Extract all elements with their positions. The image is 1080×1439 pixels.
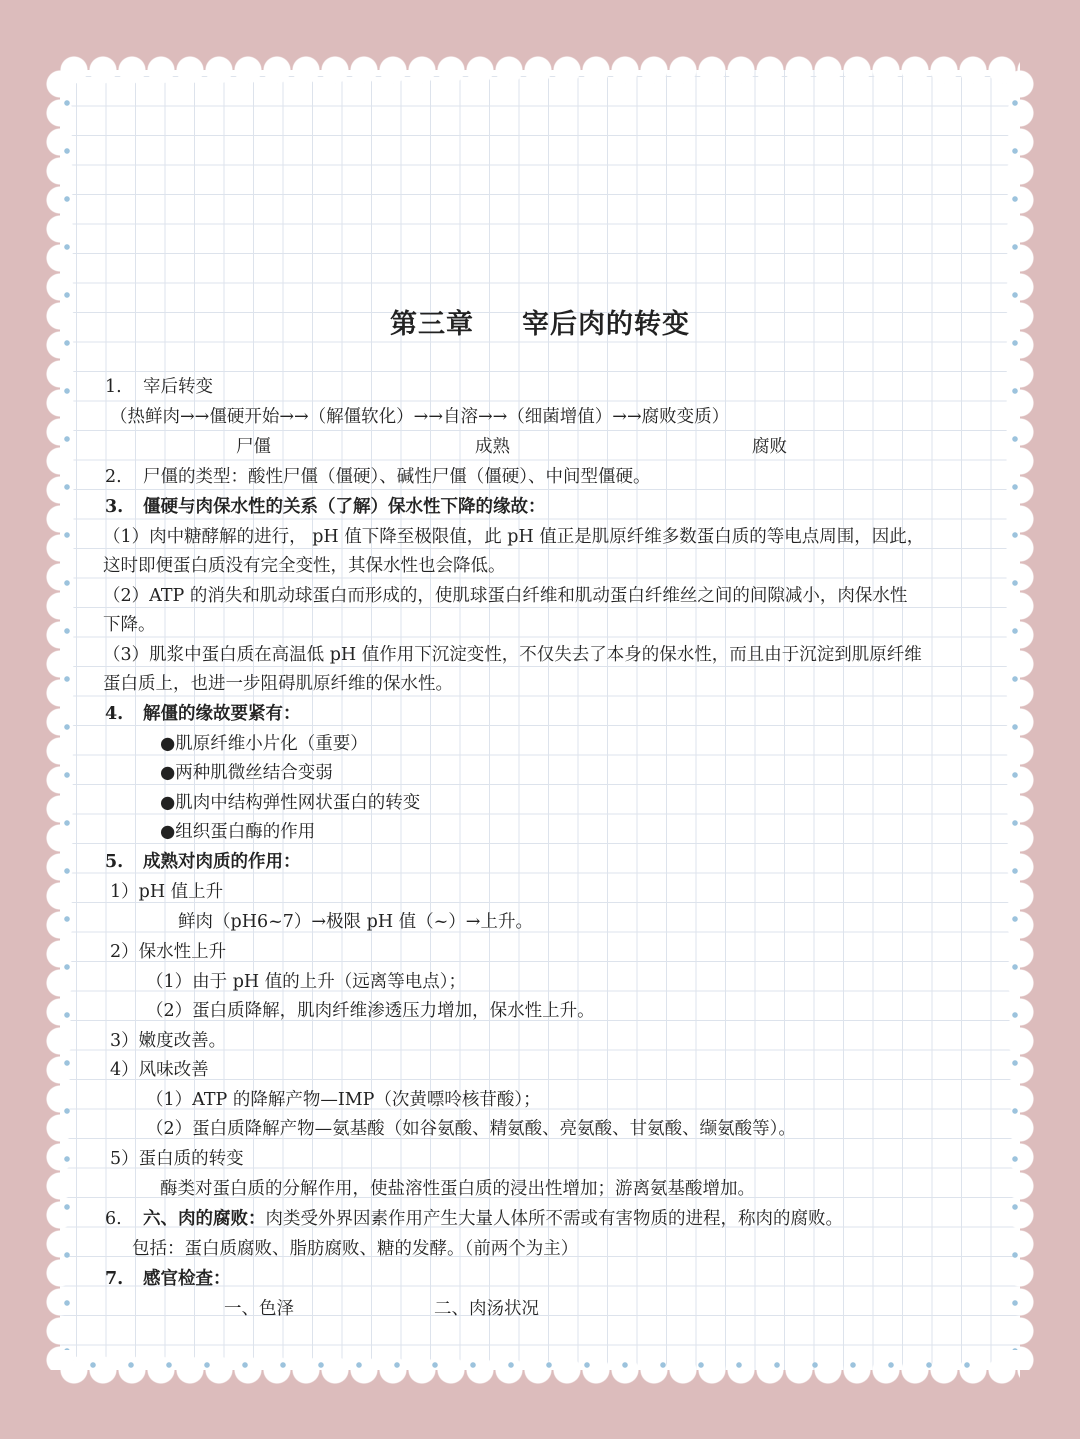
section-1-heading: 1. 宰后转变 (105, 377, 213, 397)
s5-item-5-detail: 酶类对蛋白质的分解作用，使盐溶性蛋白质的浸出性增加；游离氨基酸增加。 (160, 1179, 755, 1199)
section-3-heading: 3. 僵硬与肉保水性的关系（了解）保水性下降的缘故： (105, 497, 546, 517)
s3-paragraph-1a: （1）肉中糖酵解的进行， pH 值下降至极限值，此 pH 值正是肌原纤维多数蛋白质的等电点周围，因此， (103, 527, 925, 547)
s5-item-5: 5）蛋白质的转变 (110, 1149, 244, 1169)
s5-item-2-detail-2: （2）蛋白质降解，肌肉纤维渗透压力增加，保水性上升。 (146, 1001, 595, 1021)
label-rigor: 尸僵 (236, 437, 271, 457)
s5-item-2: 2）保水性上升 (110, 942, 227, 962)
section-2: 2. 尸僵的类型：酸性尸僵（僵硬）、碱性尸僵（僵硬）、中间型僵硬。 (105, 467, 651, 487)
s4-item-2: ●两种肌微丝结合变弱 (160, 763, 333, 783)
section-6: 6. 六、肉的腐败：肉类受外界因素作用产生大量人体所不需或有害物质的进程，称肉的腐败。 (105, 1209, 843, 1229)
s3-paragraph-2a: （2）ATP 的消失和肌动球蛋白而形成的，使肌球蛋白纤维和肌动蛋白纤维丝之间的间隙减小，肉保水性 (103, 586, 908, 606)
s5-item-3: 3）嫩度改善。 (110, 1031, 227, 1051)
s5-item-1: 1）pH 值上升 (110, 882, 224, 902)
s3-paragraph-3a: （3）肌浆中蛋白质在高温低 pH 值作用下沉淀变性，不仅失去了本身的保水性，而且由于沉淀到肌原纤维 (103, 645, 922, 665)
s5-item-2-detail-1: （1）由于 pH 值的上升（远离等电点）； (146, 972, 466, 992)
s7-item-2: 二、肉汤状况 (434, 1299, 539, 1319)
label-spoilage: 腐败 (752, 437, 787, 457)
label-aging: 成熟 (475, 437, 510, 457)
s4-item-4: ●组织蛋白酶的作用 (160, 822, 316, 842)
section-5-heading: 5. 成熟对肉质的作用： (105, 852, 301, 872)
s5-item-4: 4）风味改善 (110, 1060, 209, 1080)
s3-paragraph-2b: 下降。 (103, 615, 156, 635)
section-4-heading: 4. 解僵的缘故要紧有： (105, 704, 301, 724)
s3-paragraph-3b: 蛋白质上，也进一步阻碍肌原纤维的保水性。 (103, 674, 453, 694)
s4-item-3: ●肌肉中结构弹性网状蛋白的转变 (160, 793, 421, 813)
s5-item-1-detail: 鲜肉（pH6~7）→极限 pH 值（~）→上升。 (178, 912, 533, 932)
chapter-number: 第三章 (390, 309, 474, 340)
section-7-heading: 7. 感官检查： (105, 1269, 231, 1289)
s5-item-4-detail-1: （1）ATP 的降解产物—IMP（次黄嘌呤核苷酸）； (146, 1090, 541, 1110)
section-1-flow: （热鲜肉→→僵硬开始→→（解僵软化）→→自溶→→（细菌增值）→→腐败变质） (110, 407, 730, 427)
s4-item-1: ●肌原纤维小片化（重要） (160, 734, 368, 754)
s3-paragraph-1b: 这时即便蛋白质没有完全变性，其保水性也会降低。 (103, 556, 506, 576)
s5-item-4-detail-2: （2）蛋白质降解产物—氨基酸（如谷氨酸、精氨酸、亮氨酸、甘氨酸、缬氨酸等）。 (146, 1119, 796, 1139)
chapter-topic: 宰后肉的转变 (522, 309, 690, 340)
section-6-sub: 包括：蛋白质腐败、脂肪腐败、糖的发酵。（前两个为主） (132, 1239, 579, 1259)
page-title (0, 302, 1080, 341)
s7-item-1: 一、色泽 (224, 1299, 294, 1319)
